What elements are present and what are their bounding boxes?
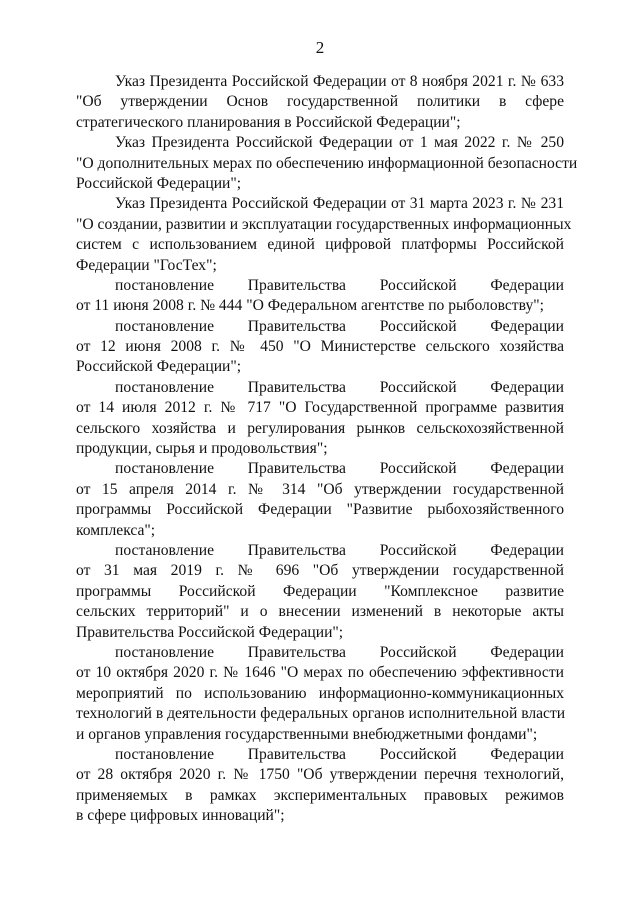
legal-reference-paragraph [76, 194, 572, 276]
text-line: Федерации "ГосТех"; [76, 256, 217, 274]
legal-reference-paragraph [76, 745, 564, 827]
text-line: "О дополнительных мерах по обеспечению информационной безопасности [76, 154, 578, 172]
legal-reference-paragraph [76, 378, 564, 460]
legal-reference-paragraph [76, 72, 564, 133]
text-line: постановление Правительства Российской Федерации [115, 276, 564, 294]
text-line: от 10 октября 2020 г. № 1646 "О мерах по обеспечению эффективности [76, 664, 564, 682]
text-line: технологий в деятельности федеральных органов исполнительной власти [76, 705, 566, 723]
text-line: от 31 мая 2019 г. № 696 "Об утверждении государственной [76, 562, 564, 580]
text-line: постановление Правительства Российской Федерации [115, 745, 564, 763]
text-line: мероприятий по использованию информационно-коммуникационных [76, 684, 564, 702]
text-line: постановление Правительства Российской Федерации [115, 460, 564, 478]
text-line: от 11 июня 2008 г. № 444 "О Федеральном агентстве по рыболовству"; [76, 297, 544, 315]
text-line: сельских территорий" и о внесении изменений в некоторые акты [76, 603, 564, 621]
legal-reference-paragraph [76, 317, 564, 378]
legal-reference-paragraph [76, 459, 564, 541]
text-line: в сфере цифровых инноваций"; [76, 807, 285, 825]
text-line: Российской Федерации"; [76, 358, 242, 376]
text-line: постановление Правительства Российской Федерации [115, 378, 564, 396]
text-line: от 14 июля 2012 г. № 717 "О Государственной программе развития [76, 399, 564, 417]
page-number: 2 [315, 38, 325, 57]
text-line: "Об утверждении Основ государственной политики в сфере [76, 93, 564, 111]
text-line: программы Российской Федерации "Развитие рыбохозяйственного [76, 501, 564, 519]
text-line: и органов управления государственными внебюджетными фондами"; [76, 725, 538, 743]
text-line: продукции, сырья и продовольствия"; [76, 440, 328, 458]
text-line: комплекса"; [76, 521, 156, 539]
text-line: систем с использованием единой цифровой платформы Российской [76, 236, 564, 254]
legal-reference-paragraph [76, 276, 564, 317]
text-line: программы Российской Федерации "Комплексное развитие [76, 582, 564, 600]
text-line: постановление Правительства Российской Федерации [115, 643, 564, 661]
text-line: от 28 октября 2020 г. № 1750 "Об утверждении перечня технологий, [76, 766, 564, 784]
text-line: постановление Правительства Российской Федерации [115, 541, 564, 559]
text-line: Правительства Российской Федерации"; [76, 623, 344, 641]
text-line: от 15 апреля 2014 г. № 314 "Об утверждении государственной [76, 480, 564, 498]
text-line: Указ Президента Российской Федерации от 8 ноября 2021 г. № 633 [115, 73, 564, 90]
text-line: применяемых в рамках экспериментальных правовых режимов [76, 786, 564, 804]
text-line: Указ Президента Российской Федерации от 31 марта 2023 г. № 231 [115, 195, 564, 213]
text-line: от 12 июня 2008 г. № 450 "О Министерстве сельского хозяйства [76, 338, 564, 356]
text-line: Указ Президента Российской Федерации от 1 мая 2022 г. № 250 [115, 134, 564, 152]
text-line: стратегического планирования в Российской Федерации"; [76, 113, 461, 131]
legal-reference-paragraph [76, 133, 578, 194]
text-line: "О создании, развитии и эксплуатации государственных информационных [76, 215, 572, 233]
legal-reference-paragraph [76, 541, 564, 643]
legal-reference-paragraph [76, 643, 564, 745]
text-line: постановление Правительства Российской Федерации [115, 317, 564, 335]
document-body [76, 72, 578, 826]
text-line: сельского хозяйства и регулирования рынков сельскохозяйственной [76, 419, 564, 437]
text-line: Российской Федерации"; [76, 174, 242, 192]
